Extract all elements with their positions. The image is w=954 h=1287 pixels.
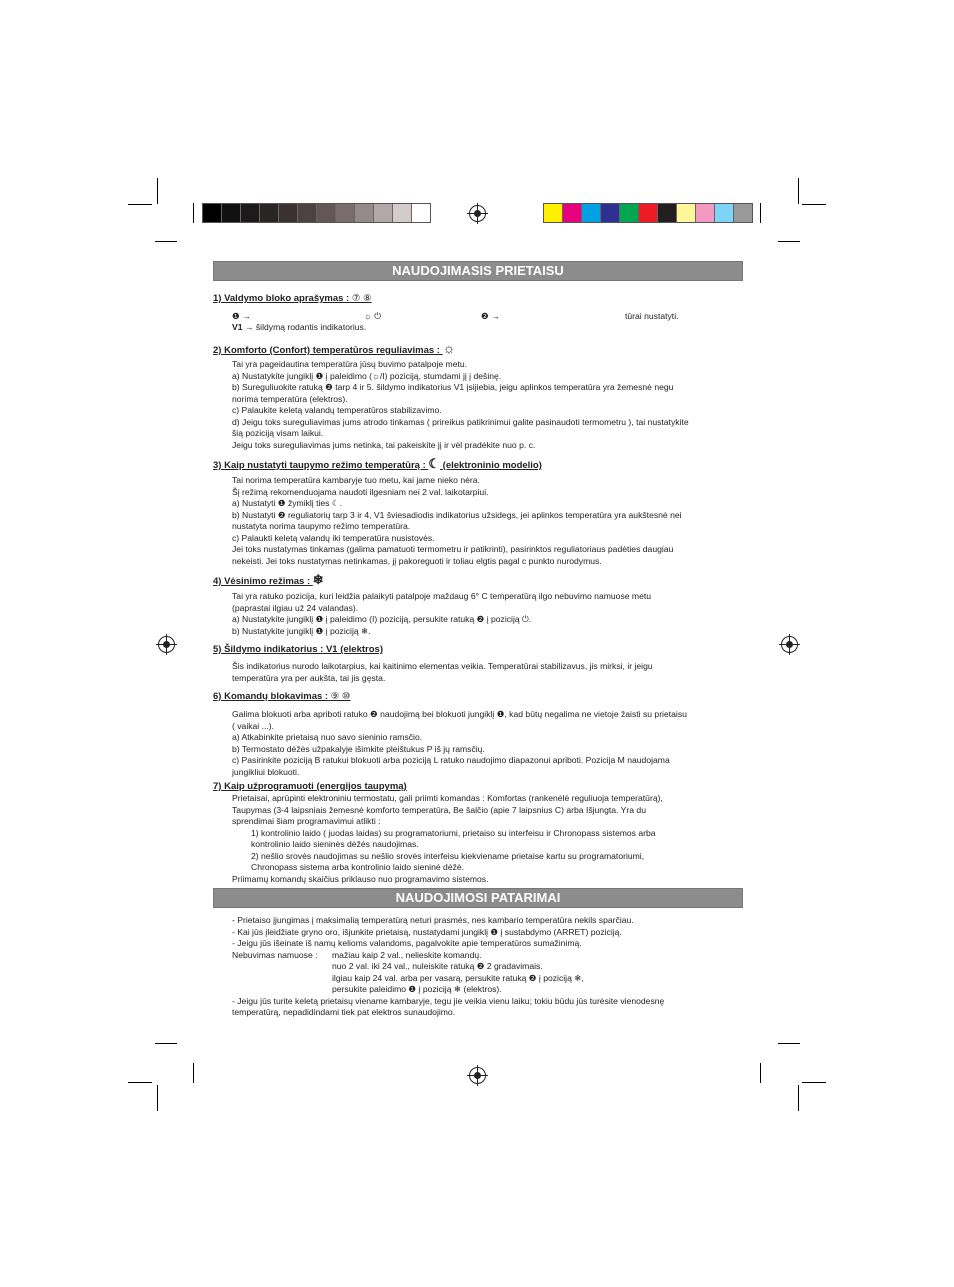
eco-paragraph-line: Šį režimą rekomenduojama naudoti ilgesniam nei 2 val. laikotarpiui. xyxy=(232,486,489,497)
control-unit-line: V1 → šildymą rodantis indikatorius. xyxy=(232,322,367,332)
control-unit-icons: ☼ ⏻ xyxy=(364,311,382,321)
crop-mark xyxy=(193,1063,194,1083)
control-unit-line: ❷ → xyxy=(481,311,500,321)
heading-frost-mode: 4) Vėsinimo režimas : ❄ xyxy=(213,572,324,587)
crop-mark xyxy=(157,1085,158,1111)
moon-icon: ☾ xyxy=(428,456,441,471)
heading-heating-indicator: 5) Šildymo indikatorius : V1 (elektros) xyxy=(213,644,383,655)
lock-paragraph-line: ( vaikai ...). xyxy=(232,720,275,731)
lock-paragraph-line: c) Pasirinkite poziciją B ratukui blokuoti arba poziciją L ratuko naudojimo diapazonui apriboti. Pozicija M naudojama xyxy=(232,755,670,765)
color-swatch xyxy=(601,204,620,222)
absence-item: persukite paleidimo ❶ į poziciją ❄ (elektros). xyxy=(332,984,502,994)
grayscale-calibration-bar xyxy=(202,203,431,223)
absence-label: Nebuvimas namuose : xyxy=(232,949,318,960)
comfort-paragraph-line: norima temperatūra (elektros). xyxy=(232,393,348,404)
control-unit-line: ❶ → xyxy=(232,311,251,321)
control-unit-line: tūrai nustatyti. xyxy=(625,311,679,321)
tip-line: - Jeigu jūs išeinate iš namų kelioms valandoms, pagalvokite apie temperatūros sumažinimą. xyxy=(232,938,582,948)
tip-line: - Prietaiso įjungimas į maksimalią temperatūrą neturi prasmės, nes kambario temperatūra nekils sparčiau. xyxy=(232,915,634,925)
lock-paragraph-line: jungikliui blokuoti. xyxy=(232,766,300,777)
color-swatch xyxy=(374,204,393,222)
frost-paragraph-line: b) Nustatykite jungiklį ❶ į poziciją ❄. xyxy=(232,625,371,636)
comfort-paragraph-line: Jeigu toks sureguliavimas jums netinka, tai pakeiskite jį ir vėl pradėkite nuo p. c. xyxy=(232,439,536,450)
heading-comfort-temp: 2) Komforto (Confort) temperatūros reguliavimas : ☼ xyxy=(213,340,456,356)
registration-mark-icon xyxy=(469,205,486,222)
color-swatch xyxy=(317,204,336,222)
color-swatch xyxy=(279,204,298,222)
section-title-tips: NAUDOJIMOSI PATARIMAI xyxy=(213,888,743,908)
absence-item: nuo 2 val. iki 24 val., nuleiskite ratuką ❷ 2 gradavimais. xyxy=(332,961,543,971)
lock-paragraph-line: b) Termostato dėžės užpakalyje išimkite pleištukus P iš jų ramsčių. xyxy=(232,743,485,754)
crop-mark xyxy=(155,1043,177,1044)
eco-paragraph-line: a) Nustatyti ❶ žymiklį ties ☾. xyxy=(232,498,342,508)
indicator-paragraph-line: Šis indikatorius nurodo laikotarpius, kai kaitinimo elementas veikia. Temperatūrai stabilizavus, jis mirksi, ir jeigu xyxy=(232,661,653,671)
color-swatch xyxy=(563,204,582,222)
crop-mark xyxy=(193,203,194,223)
color-swatch xyxy=(298,204,317,222)
crop-mark xyxy=(760,203,761,223)
programming-paragraph-line: Chronopass sistema arba kontrolinio laido sieninė dėžė. xyxy=(251,862,465,872)
registration-mark-icon xyxy=(158,636,175,653)
crop-mark xyxy=(155,241,177,242)
color-swatch xyxy=(696,204,715,222)
frost-paragraph-line: a) Nustatykite jungiklį ❶ į paleidimo (I) poziciją, persukite ratuką ❷ į poziciją ⏻. xyxy=(232,614,532,624)
heading-eco-temp: 3) Kaip nustatyti taupymo režimo temperatūrą : ☾ (elektroninio modelio) xyxy=(213,456,542,471)
crop-mark xyxy=(157,178,158,204)
crop-mark xyxy=(802,1082,826,1083)
color-swatch xyxy=(677,204,696,222)
color-swatch xyxy=(412,204,430,222)
color-swatch xyxy=(582,204,601,222)
comfort-paragraph-line: a) Nustatykite jungiklį ❶ į paleidimo (☼/I) poziciją, stumdami jį į dešinę. xyxy=(232,370,502,381)
tip-line: - Kai jūs įleidžiate gryno oro, išjunkite prietaisą, nustatydami jungiklį ❶ į sustabdymo (ARRET) poziciją. xyxy=(232,926,622,937)
lock-paragraph-line: Galima blokuoti arba apriboti ratuko ❷ naudojimą bei blokuoti jungiklį ❶, kad būtų negalima ne vietoje žaisti su prietaisu xyxy=(232,709,687,719)
lock-paragraph-line: a) Atkabinkite prietaisą nuo savo sieninio ramsčio. xyxy=(232,732,423,742)
eco-paragraph-line: nustatyta norima taupymo režimo temperatūra. xyxy=(232,521,411,531)
programming-paragraph-line: kontrolinio laido sieninės dėžės naudojimas. xyxy=(251,839,419,849)
comfort-paragraph-line: Tai yra pageidautina temperatūra jūsų buvimo patalpoje metu. xyxy=(232,359,468,369)
comfort-paragraph-line: d) Jeigu toks sureguliavimas jums atrodo tinkamas ( prireikus patikrinimui galite pasinaudoti termometru ), tai nustatykite xyxy=(232,416,689,427)
sun-icon: ☼ xyxy=(442,340,456,356)
section-title-usage: NAUDOJIMASIS PRIETAISU xyxy=(213,261,743,281)
comfort-paragraph-line: b) Sureguliuokite ratuką ❷ tarp 4 ir 5. šildymo indikatorius V1 įsijiebia, jeigu aplinkos temperatūra yra žemesnė negu xyxy=(232,382,674,392)
tip-line: temperatūrą, nepadidindami tiek pat elektros sunaudojimo. xyxy=(232,1007,456,1017)
programming-paragraph-line: 1) kontrolinio laido ( juodas laidas) su programatoriumi, prietaiso su interfeisu ir Chronopass sistemos arba xyxy=(251,827,656,838)
color-swatch xyxy=(544,204,563,222)
crop-mark xyxy=(798,1085,799,1111)
crop-mark xyxy=(760,1063,761,1083)
crop-mark xyxy=(798,178,799,204)
color-swatch xyxy=(393,204,412,222)
registration-mark-icon xyxy=(469,1067,486,1084)
heading-command-lock: 6) Komandų blokavimas : ⑨ ⑩ xyxy=(213,691,351,702)
crop-mark xyxy=(128,1082,152,1083)
color-swatch xyxy=(734,204,752,222)
indicator-paragraph-line: temperatūra yra per aukšta, tai jis gęsta. xyxy=(232,672,386,683)
heading-programming: 7) Kaip užprogramuoti (energijos taupymą) xyxy=(213,781,407,792)
color-swatch xyxy=(203,204,222,222)
absence-item: mažiau kaip 2 val., nelieskite komandų. xyxy=(332,949,482,960)
color-swatch xyxy=(222,204,241,222)
programming-paragraph-line: Taupymas (3-4 laipsniais žemesnė komforto temperatūra, Be šalčio (apie 7 laipsnius C) arba Išjungta. Yra du xyxy=(232,804,646,815)
comfort-paragraph-line: šią poziciją visam laikui. xyxy=(232,428,324,438)
heading-control-unit: 1) Valdymo bloko aprašymas : ⑦ ⑧ xyxy=(213,293,372,304)
frost-paragraph-line: (paprastai ilgiau už 24 valandas). xyxy=(232,602,359,613)
eco-paragraph-line: c) Palaukti keletą valandų iki temperatūra nusistovės. xyxy=(232,532,435,543)
crop-mark xyxy=(778,241,800,242)
color-swatch xyxy=(260,204,279,222)
color-swatch xyxy=(715,204,734,222)
programming-paragraph-line: 2) nešlio srovės naudojimas su nešlio srovės interfeisu kiekviename prietaise kartu su programatoriumi, xyxy=(251,850,645,861)
tip-line: - Jeigu jūs turite keletą prietaisų viename kambaryje, tegu jie veikia vienu laiku; tokiu būdu jūs turėsite vienodesnę xyxy=(232,995,665,1006)
programming-paragraph-line: Prietaisai, aprūpinti elektroniniu termostatu, gali priimti komandas : Komfortas (rankenėlė reguliuoja temperatūrą), xyxy=(232,793,663,803)
eco-paragraph-line: Tai norima temperatūra kambaryje tuo metu, kai jame nieko nėra. xyxy=(232,475,480,485)
eco-paragraph-line: b) Nustatyti ❷ reguliatorių tarp 3 ir 4, V1 šviesadiodis indikatorius užsidegs, jei aplinkos temperatūra yra aukštesnė nei xyxy=(232,509,682,520)
programming-paragraph-line: Priimamų komandų skaičius priklauso nuo programavimo sistemos. xyxy=(232,873,489,884)
frost-paragraph-line: Tai yra ratuko pozicija, kuri leidžia palaikyti patalpoje maždaug 6° C temperatūrą ilgo nebuvimo namuose metu xyxy=(232,591,652,601)
crop-mark xyxy=(128,204,152,205)
color-calibration-bar xyxy=(543,203,753,223)
crop-mark xyxy=(802,204,826,205)
crop-mark xyxy=(778,1043,800,1044)
absence-item: ilgiau kaip 24 val. arba per vasarą, persukite ratuką ❷ į poziciją ❄, xyxy=(332,972,584,983)
color-swatch xyxy=(639,204,658,222)
color-swatch xyxy=(241,204,260,222)
eco-paragraph-line: Jei toks nustatymas tinkamas (galima pamatuoti termometru ir patikrinti), pasirinktos reguliatoriaus padėties daugiau xyxy=(232,544,674,554)
programming-paragraph-line: sprendimai šiam programavimui atlikti : xyxy=(232,816,381,826)
color-swatch xyxy=(658,204,677,222)
registration-mark-icon xyxy=(781,636,798,653)
snowflake-icon: ❄ xyxy=(312,572,324,587)
color-swatch xyxy=(355,204,374,222)
comfort-paragraph-line: c) Palaukite keletą valandų temperatūros stabilizavimo. xyxy=(232,405,442,415)
color-swatch xyxy=(336,204,355,222)
color-swatch xyxy=(620,204,639,222)
eco-paragraph-line: nekeisti. Jei toks nustatymas netinkamas, jį pakoreguoti ir toliau elgtis pagal c punkto nurodymus. xyxy=(232,555,602,566)
